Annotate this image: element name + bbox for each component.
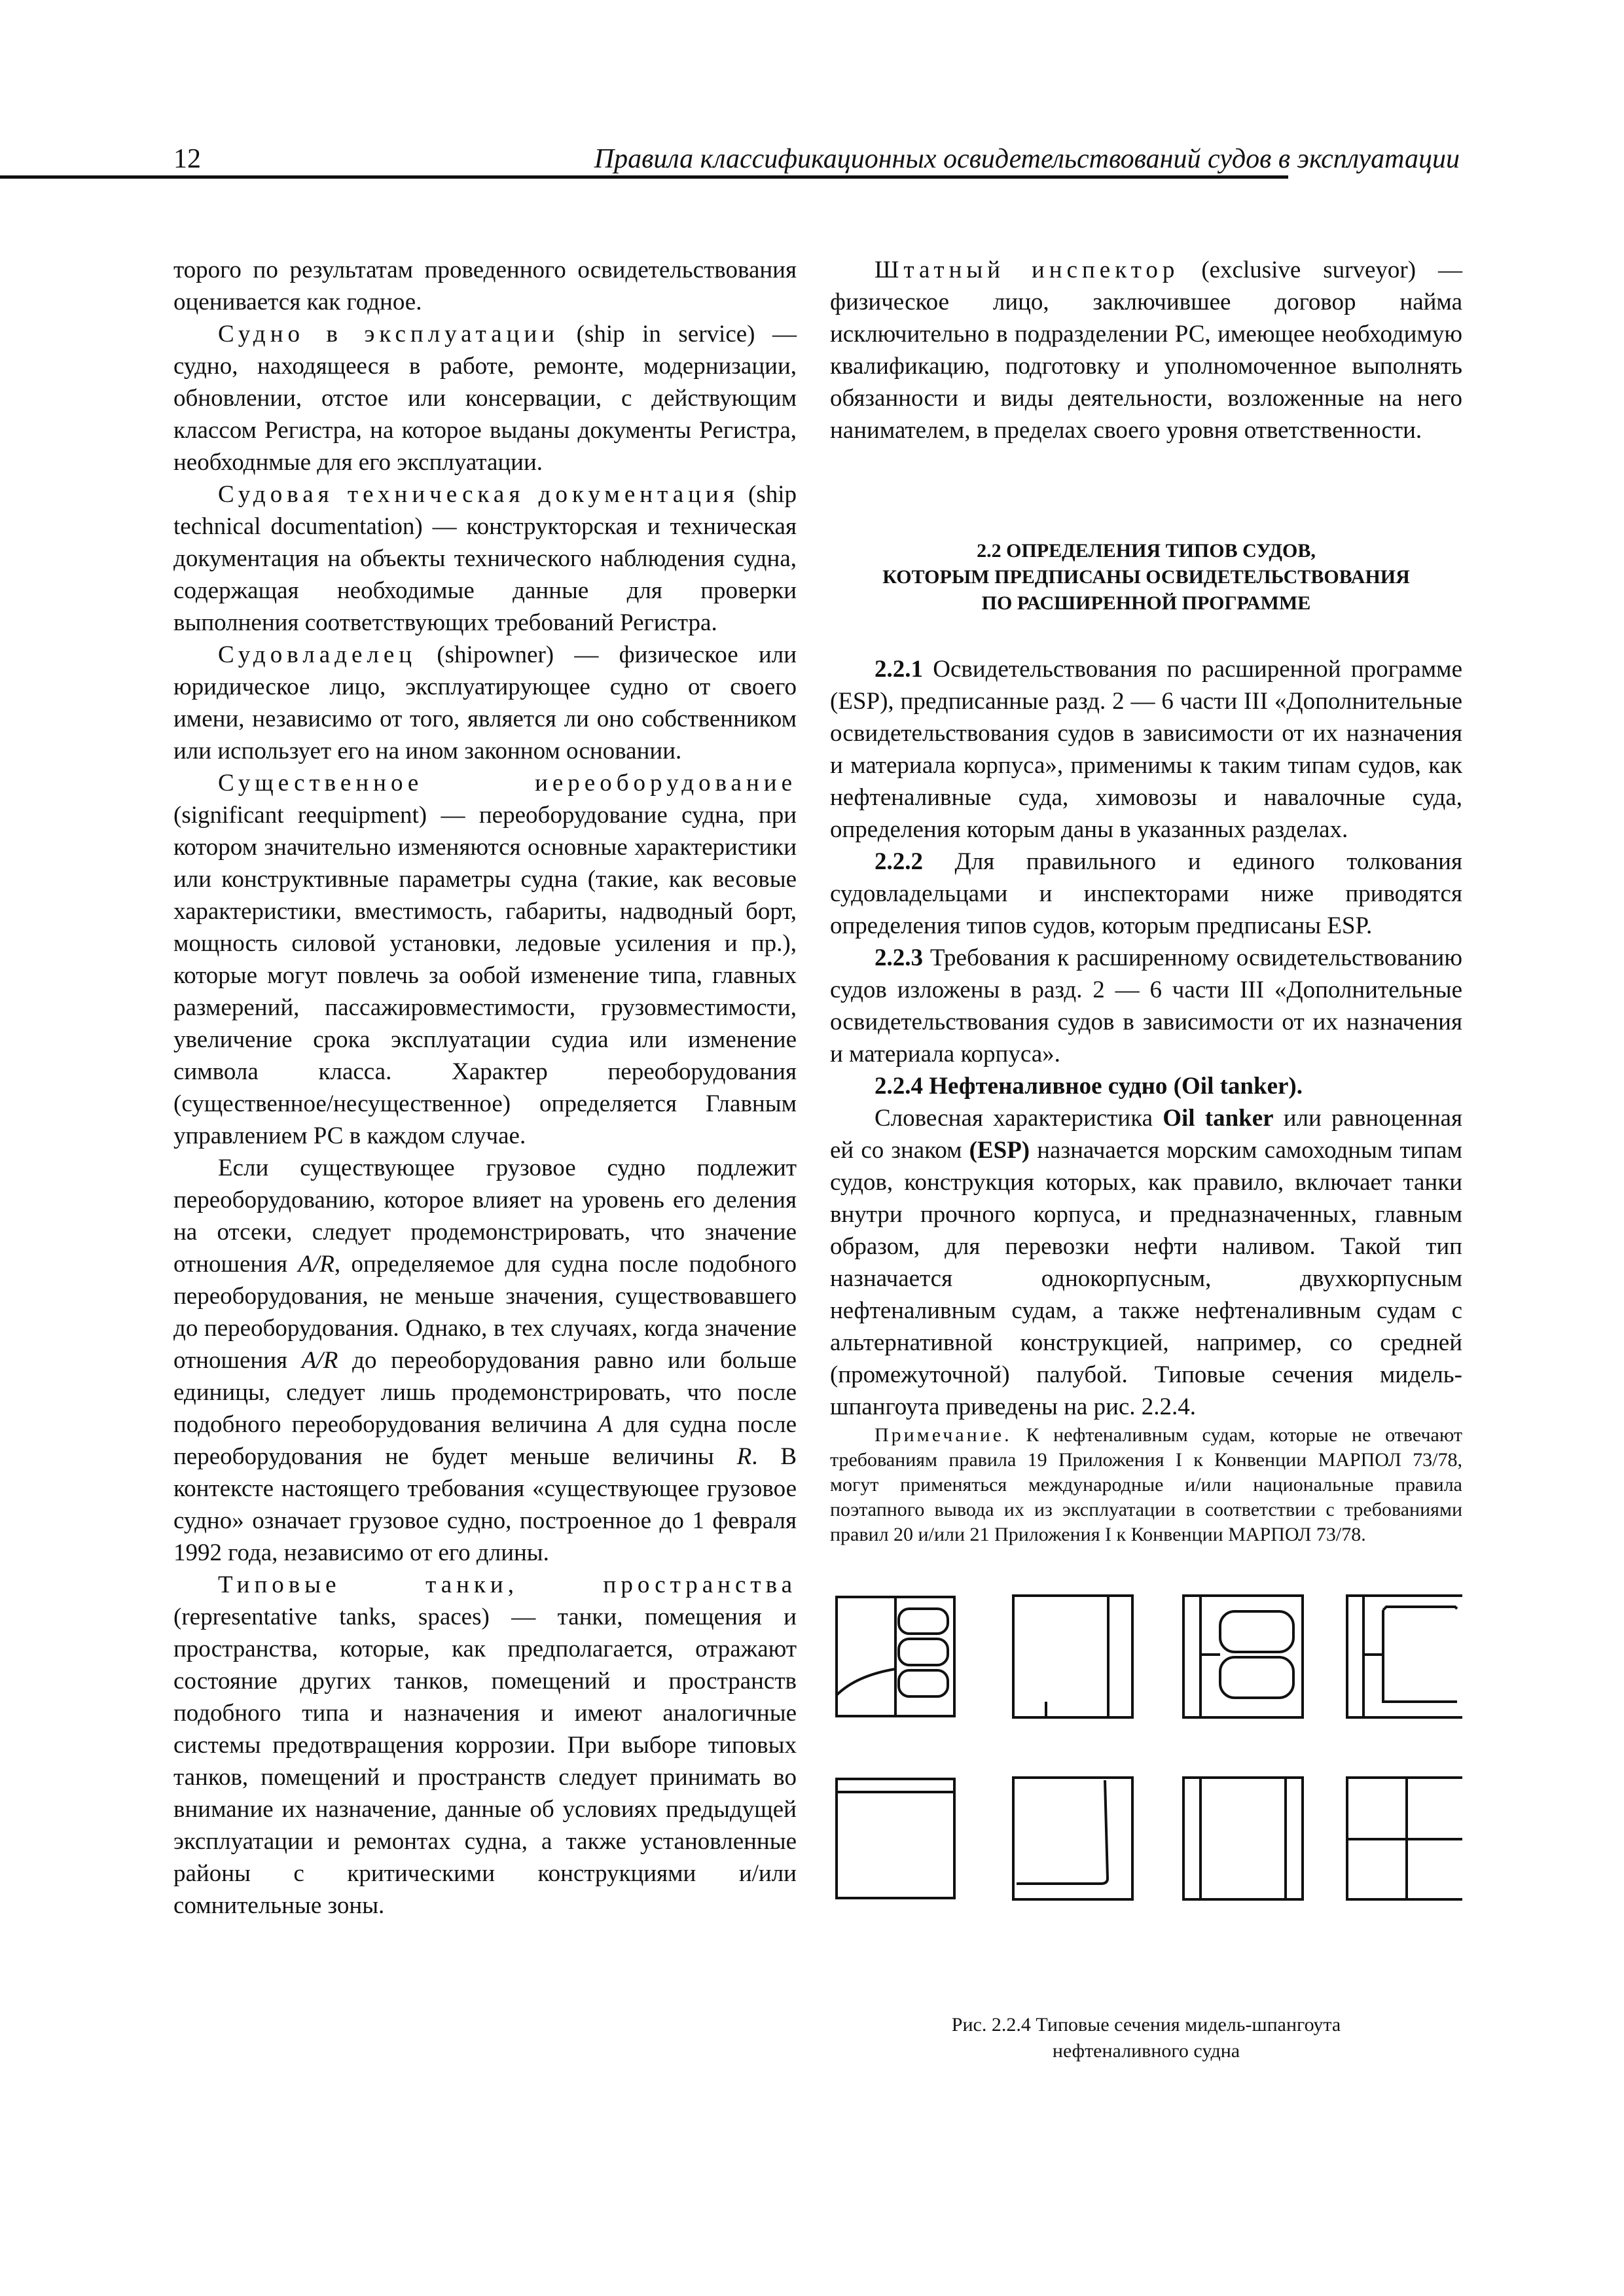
definition-ship-in-service: Судно в эксплуатации (ship in service) — судно, находящееся в работе, ремонте, модернизации, обновлении, отстое или консервации, с действующим классом Регистра, на которое выданы документы Регистра, необходнмые для его эксплуатации.	[173, 321, 797, 476]
term: Судовая техническая документация	[218, 481, 739, 508]
paragraph-cargo-ship: Если существующее грузовое судно подлежит переоборудованию, которое влияет на уровень его деления на отсеки, следует продемонстрировать, что значение отношения A/R, определяемое для судна после подобного переоборудования, не меньше значения, существовавшего до переоборудования. Однако, в тех случаях, когда значение отношения A/R до переоборудования равно или больше единицы, следует лишь продемонстрировать, что после подобного переоборудования величина A для судна после переоборудования не будет меньше величины R. В контексте настоящего требования «существующее грузовое судно» означает грузовое судно, построенное до 1 февраля 1992 года, независимо от его длины.	[173, 1155, 797, 1566]
right-column	[830, 254, 1462, 2064]
definition-exclusive-surveyor: Штатный инспектор (exclusive surveyor) — физическое лицо, заключившее договор найма исключительно в подразделении РС, имеющее необходимую квалификацию, подготовку и уполномоченное выполнять обязанности и виды деятельности, возложенные на него нанимателем, в пределах своего уровня ответственности.	[830, 257, 1462, 444]
section-2-single-hull	[1013, 1596, 1132, 1717]
clause-2-2-1: 2.2.1 Освидетельствования по расширенной программе (ESP), предписанные разд. 2 — 6 части III «Дополнительные освидетельствования судов в зависимости от их назначения и материала корпуса», применимы к таким типам судов, как нефтеналивные суда, химовозы и навалочные суда, определения которым даны в указанных разделах.	[830, 656, 1462, 843]
section-4-double-hull-hopper	[1347, 1596, 1462, 1717]
page-number: 12	[173, 144, 201, 174]
definition-shipowner: Судовладелец (shipowner) — физическое или юридическое лицо, эксплуатирующее судно от своего имени, независимо от того, является ли оно собственником или использует его на ином законном основании.	[173, 641, 797, 764]
clause-2-2-4-body: Словесная характеристика Oil tanker или равноценная ей со знаком (ESP) назначается морским самоходным типам судов, конструкция которых, как правило, включает танки внутри прочного корпуса, и предназначенных, главным образом, для перевозки нефти наливом. Такой тип назначается однокорпусным, двухкорпусным нефтеналивным судам, а также нефтеналивным судам с альтернативной конструкцией, например, со средней (промежуточной) палубой. Типовые сечения мидель-шпангоута приведены на рис. 2.2.4.	[830, 1105, 1463, 1420]
definition-technical-documentation: Судовая техническая документация (ship technical documentation) — конструкторская и техническая документация на объекты технического наблюдения судна, содержащая необходимые данные для проверки выполнения соответствующих требований Регистра.	[173, 481, 797, 636]
left-column	[173, 254, 797, 1922]
figure-midship-sections	[830, 1571, 1462, 2016]
term: Типовые танки, пространства	[218, 1571, 797, 1598]
section-8-intermediate-deck	[1347, 1778, 1462, 1899]
running-title: Правила классификационных освидетельствований судов в эксплуатации	[594, 144, 1460, 174]
running-header	[173, 139, 1460, 179]
clause-2-2-3: 2.2.3 Требования к расширенному освидетельствованию судов изложены в разд. 2 — 6 части III «Дополнительные освидетельствования судов в зависимости от их назначения и материала корпуса».	[830, 944, 1462, 1067]
note-label: Примечание.	[875, 1424, 1012, 1446]
header-rule	[0, 175, 1288, 179]
section-heading: 2.2 ОПРЕДЕЛЕНИЯ ТИПОВ СУДОВ, КОТОРЫМ ПРЕДПИСАНЫ ОСВИДЕТЕЛЬСТВОВАНИЯ ПО РАСШИРЕННОЙ ПРОГРАММЕ	[882, 540, 1410, 614]
term: Судовладелец	[218, 641, 417, 668]
definition-significant-reequipment: Существенное иереоборудование (significant reequipment) — переоборудование судна, при котором значительно изменяются основные характеристики или конструктивные параметры судна (такие, как весовые характеристики, вместимость, габариты, надводный борт, мощность силовой установки, ледовые усиления и пр.), которые могут повлечь за oобой изменение типа, главных размерений, пассажировместимости, грузовместимости, увеличение срока эксплуатации судиа или изменение символа класса. Характер переоборудования (существенное/несущественное) определяется Главным управлением РС в каждом случае.	[173, 770, 797, 1149]
note: Примечание. К нефтеналивным судам, которые не отвечают требованиям правила 19 Приложения I к Конвенции МАРПОЛ 73/78, могут применяться международные и/или национальные правила поэтапного вывода их из эксплуатации в соответствии с требованиями правил 20 и/или 21 Приложения I к Конвенции МАРПОЛ 73/78.	[830, 1424, 1462, 1545]
figure-caption: Рис. 2.2.4 Типовые сечения мидель-шпангоута нефтеналивного судна	[951, 2014, 1341, 2062]
section-7-double-side	[1183, 1778, 1303, 1899]
clause-2-2-4-heading: 2.2.4 Нефтеналивное судно (Oil tanker).	[875, 1073, 1303, 1100]
section-3-double-hull-centre-tanks	[1183, 1596, 1303, 1717]
clause-2-2-2: 2.2.2 Для правильного и единого толкования судовладельцами и инспекторами ниже приводятся определения типов судов, которым предписаны ESP.	[830, 848, 1462, 939]
section-5-single-hull	[837, 1779, 954, 1898]
term: Существенное иереоборудование	[218, 770, 797, 797]
paragraph: торого по результатам проведенного освидетельствования оценивается как годное.	[173, 257, 797, 315]
section-6-double-bottom	[1013, 1778, 1132, 1899]
midship-sections-drawing	[830, 1571, 1462, 2016]
term: Штатный инспектор	[875, 257, 1180, 283]
term: Судно в эксплуатации	[218, 321, 560, 348]
section-1-double-hull-wing-tanks	[837, 1597, 954, 1716]
definition-representative-tanks: Типовые танки, пространства (representative tanks, spaces) — танки, помещения и пространства, которые, как предполагается, отражают состояние других танков, помещений и пространств подобного типа и назначения и имеют аналогичные системы предотвращения коррозии. При выборе типовых танков, помещений и пространств следует принимать во внимание их назначение, данные об условиях предыдущей эксплуатации и ремонтах судна, а также установленные районы с критическими конструкциями и/или сомнительные зоны.	[173, 1571, 797, 1919]
